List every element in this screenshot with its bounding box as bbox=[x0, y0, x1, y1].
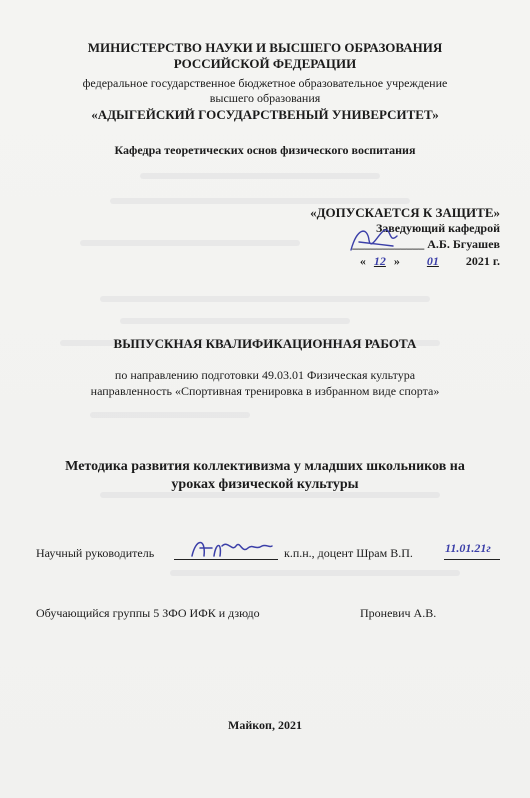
thesis-title-line-2: уроках физической культуры bbox=[171, 477, 359, 492]
department-name: Кафедра теоретических основ физического воспитания bbox=[114, 143, 416, 157]
date-day-field bbox=[366, 254, 394, 268]
city-and-year: Майкоп, 2021 bbox=[228, 718, 302, 732]
supervisor-signature-image bbox=[186, 534, 276, 564]
date-month-field bbox=[403, 254, 463, 268]
date-close-quote: » bbox=[393, 254, 400, 268]
date-day-value: 12 bbox=[373, 254, 386, 268]
head-signature-image bbox=[345, 222, 405, 258]
institution-type-line-1: федеральное государственное бюджетное образовательное учреждение bbox=[82, 76, 448, 90]
supervisor-label: Научный руководитель bbox=[36, 546, 155, 560]
head-of-department-title: Заведующий кафедрой bbox=[375, 221, 500, 235]
ministry-line-2: РОССИЙСКОЙ ФЕДЕРАЦИИ bbox=[173, 56, 357, 71]
study-profile: направленность «Спортивная тренировка в избранном виде спорта» bbox=[90, 384, 440, 398]
head-of-department-name: ____________ А.Б. Бгуашев bbox=[352, 237, 500, 251]
date-month-value: 01 bbox=[426, 254, 439, 268]
ministry-line-1: МИНИСТЕРСТВО НАУКИ И ВЫСШЕГО ОБРАЗОВАНИЯ bbox=[87, 40, 443, 55]
approval-date bbox=[360, 254, 500, 268]
supervisor-credentials: к.п.н., доцент Шрам В.П. bbox=[284, 546, 413, 560]
supervisor-date-line bbox=[444, 559, 500, 560]
supervisor-signed-date: 11.01.21г bbox=[445, 541, 491, 555]
university-name: «АДЫГЕЙСКИЙ ГОСУДАРСТВЕНЫЙ УНИВЕРСИТЕТ» bbox=[91, 107, 439, 122]
direction-of-study: по направлению подготовки 49.03.01 Физическая культура bbox=[114, 368, 416, 382]
student-label: Обучающийся группы 5 ЗФО ИФК и дзюдо bbox=[36, 606, 260, 620]
approval-title: «ДОПУСКАЕТСЯ К ЗАЩИТЕ» bbox=[310, 205, 500, 220]
institution-type-line-2: высшего образования bbox=[209, 91, 321, 105]
date-year: 2021 г. bbox=[465, 254, 500, 268]
thesis-title-line-1: Методика развития коллективизма у младших школьников на bbox=[65, 459, 465, 474]
student-name: Проневич А.В. bbox=[360, 606, 437, 620]
date-open-quote: « bbox=[359, 254, 366, 268]
work-type: ВЫПУСКНАЯ КВАЛИФИКАЦИОННАЯ РАБОТА bbox=[113, 336, 417, 351]
